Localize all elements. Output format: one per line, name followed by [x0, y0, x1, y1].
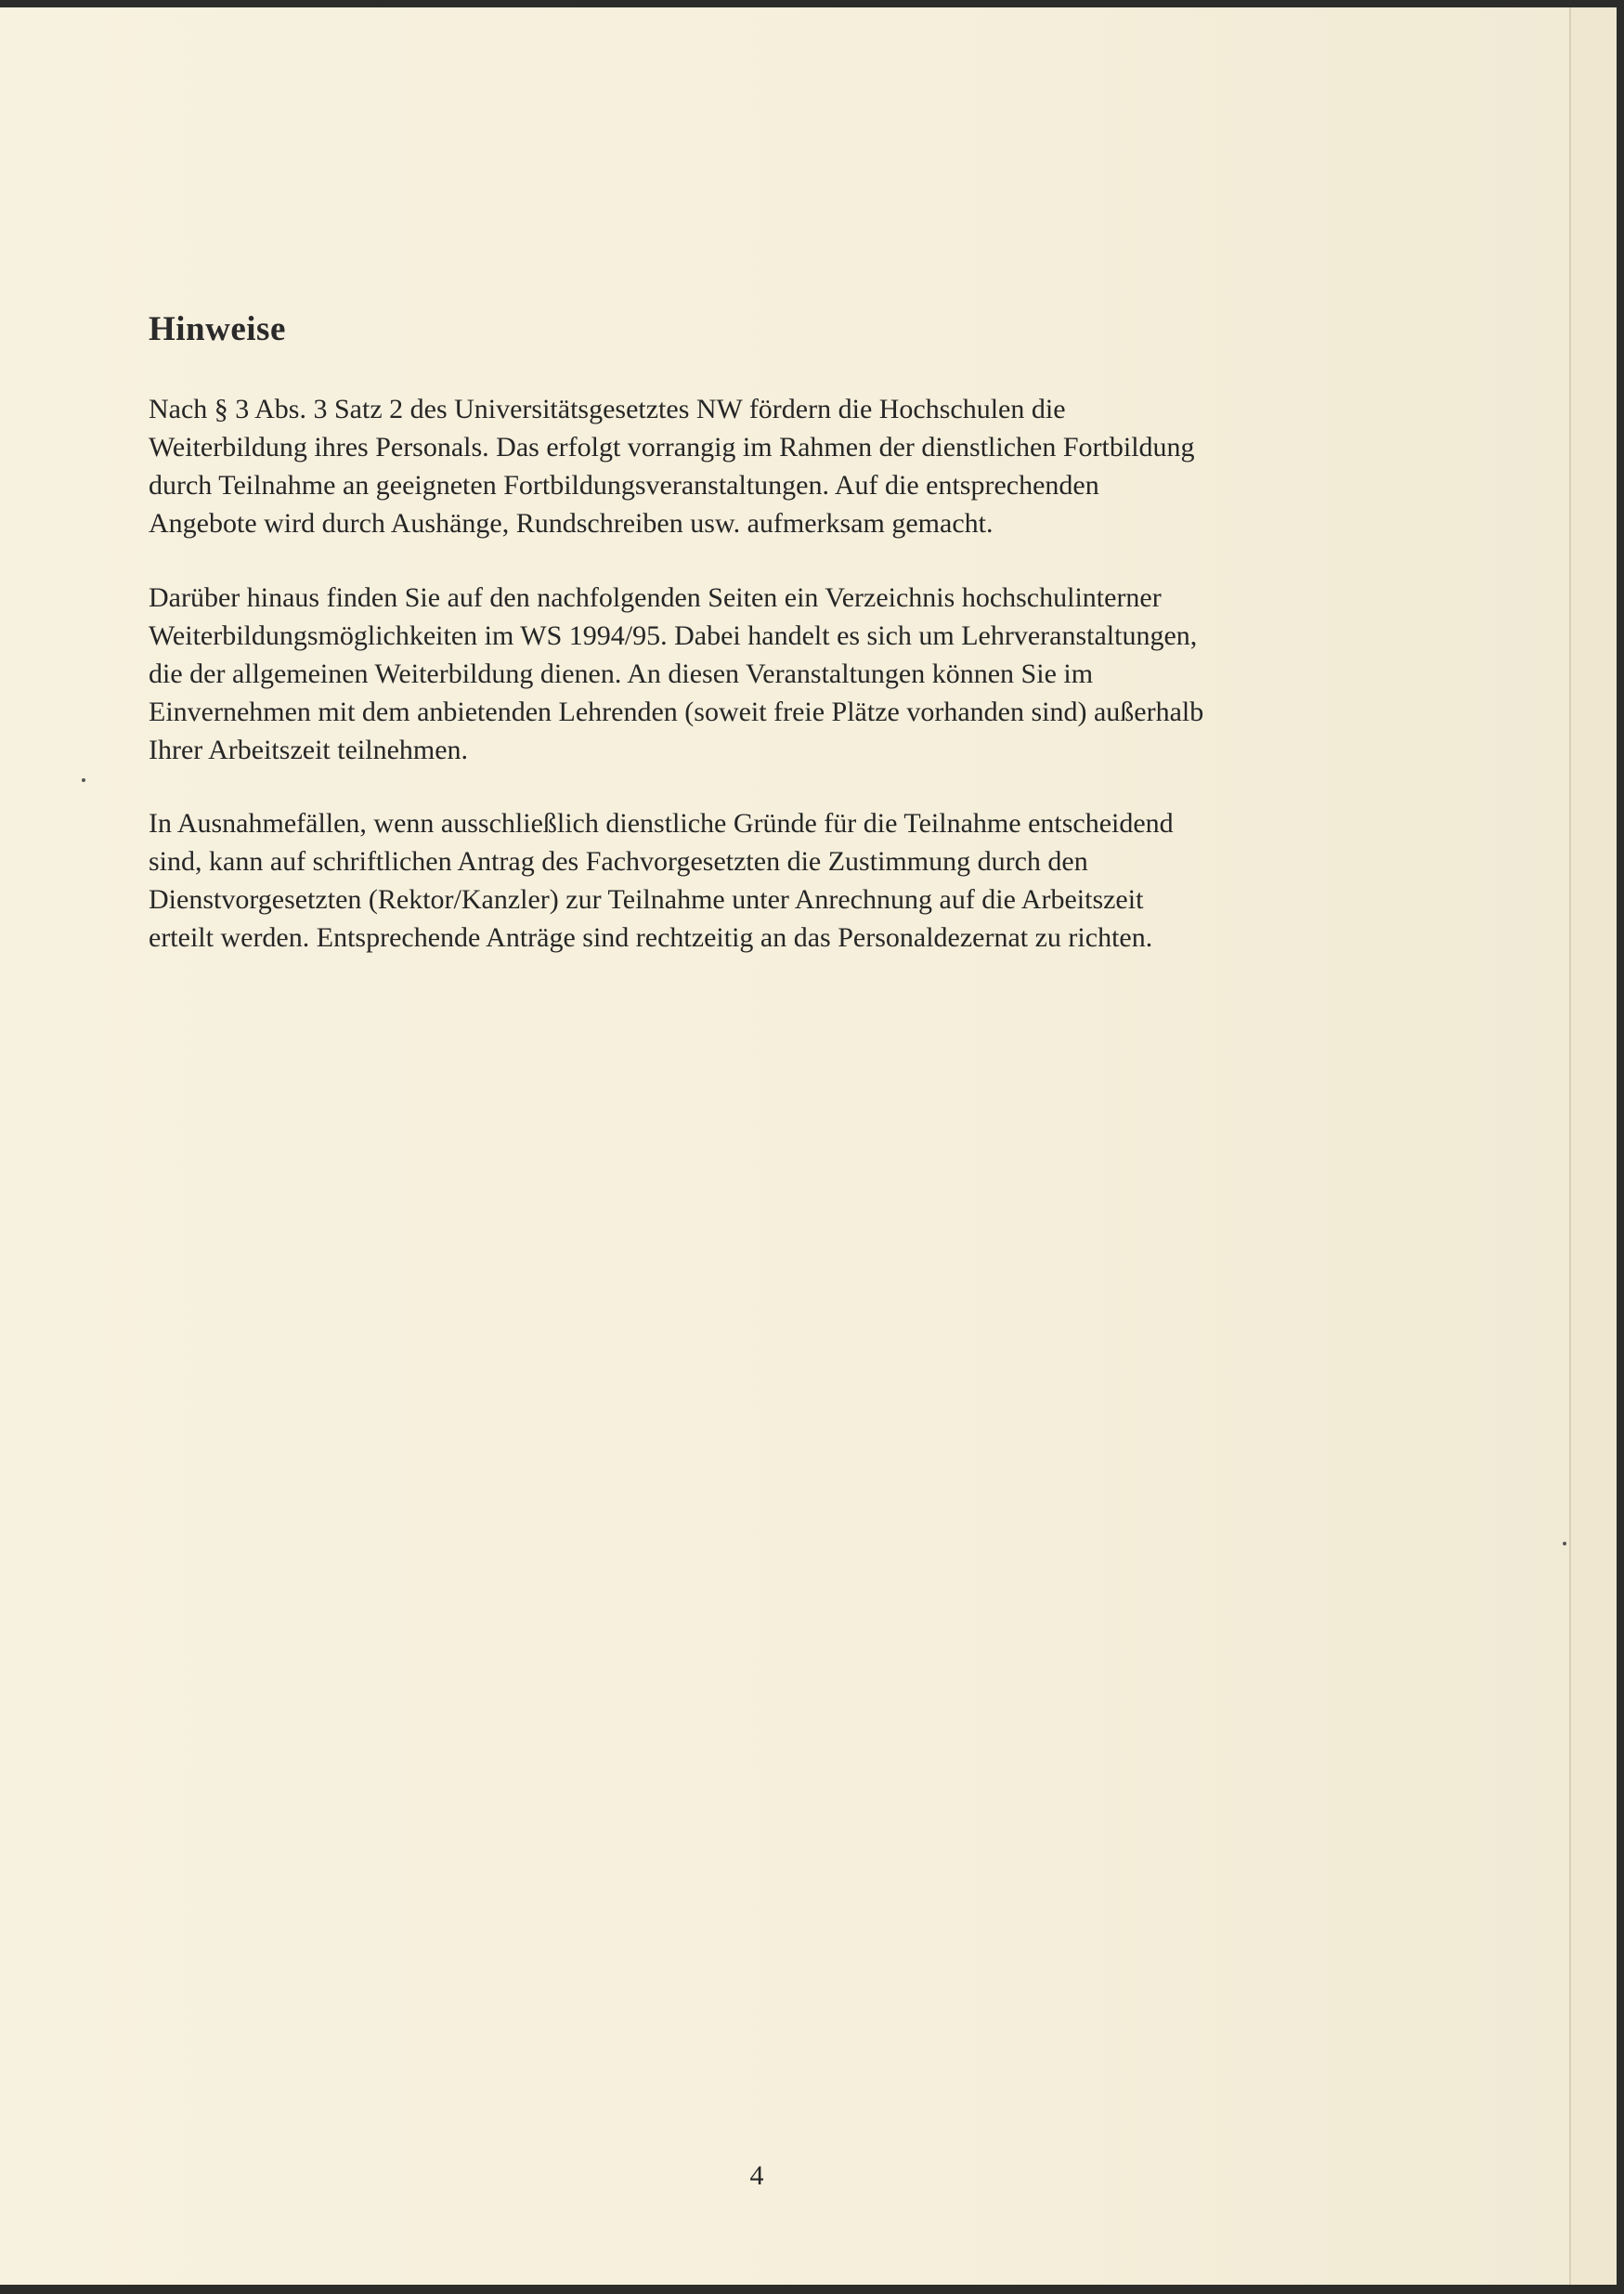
text-line: Weiterbildung ihres Personals. Das erfolgt vorrangig im Rahmen der dienstlichen Fortbildung — [149, 432, 1195, 463]
text-line: sind, kann auf schriftlichen Antrag des Fachvorgesetzten die Zustimmung durch den — [149, 846, 1088, 877]
paragraph-3 — [149, 804, 1393, 957]
document-page — [0, 7, 1569, 2285]
text-line: erteilt werden. Entsprechende Anträge sind rechtzeitig an das Personaldezernat zu richten. — [149, 922, 1153, 953]
text-line: Einvernehmen mit dem anbietenden Lehrenden (soweit freie Plätze vorhanden sind) außerhalb — [149, 697, 1204, 727]
text-line: die der allgemeinen Weiterbildung dienen. An diesen Veranstaltungen können Sie im — [149, 658, 1094, 689]
paragraph-2 — [149, 579, 1393, 769]
paper-speck — [82, 778, 85, 782]
text-line: Weiterbildungsmöglichkeiten im WS 1994/95. Dabei handelt es sich um Lehrveranstaltungen, — [149, 620, 1198, 651]
text-line: Darüber hinaus finden Sie auf den nachfolgenden Seiten ein Verzeichnis hochschulinterner — [149, 582, 1162, 613]
paragraph-1 — [149, 390, 1393, 542]
page-heading: Hinweise — [149, 310, 286, 348]
text-line: Nach § 3 Abs. 3 Satz 2 des Universitätsgesetztes NW fördern die Hochschulen die — [149, 394, 1066, 424]
text-line: Angebote wird durch Aushänge, Rundschreiben usw. aufmerksam gemacht. — [149, 508, 994, 539]
page-number: 4 — [749, 2160, 764, 2191]
paper-speck — [1563, 1542, 1566, 1545]
text-line: Dienstvorgesetzten (Rektor/Kanzler) zur Teilnahme unter Anrechnung auf die Arbeitszeit — [149, 884, 1144, 915]
text-line: In Ausnahmefällen, wenn ausschließlich dienstliche Gründe für die Teilnahme entscheidend — [149, 808, 1174, 839]
text-line: durch Teilnahme an geeigneten Fortbildungsveranstaltungen. Auf die entsprechenden — [149, 470, 1099, 501]
text-line: Ihrer Arbeitszeit teilnehmen. — [149, 735, 469, 765]
page-edge — [1569, 7, 1617, 2285]
